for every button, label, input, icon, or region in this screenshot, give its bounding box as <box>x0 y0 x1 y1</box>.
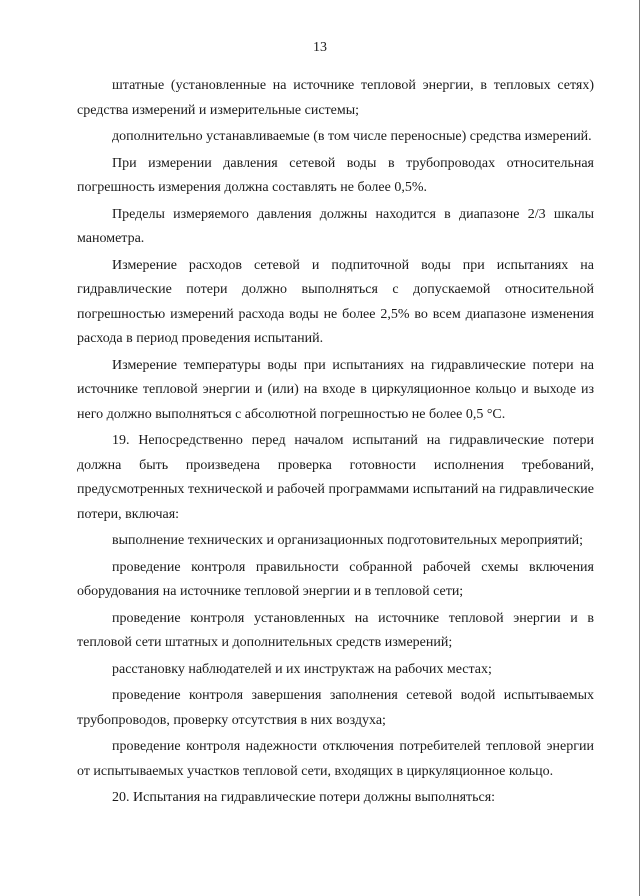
paragraph: проведение контроля установленных на источнике тепловой энергии и в тепловой сети штатных и дополнительных средств измерений; <box>77 610 594 650</box>
paragraph: выполнение технических и организационных подготовительных мероприятий; <box>112 533 584 548</box>
paragraph: 20. Испытания на гидравлические потери должны выполняться: <box>112 790 496 805</box>
paragraph: дополнительно устанавливаемые (в том числе переносные) средства измерений. <box>112 129 592 144</box>
paragraph: проведение контроля завершения заполнения сетевой водой испытываемых трубопроводов, проверку отсутствия в них воздуха; <box>77 688 594 728</box>
paragraph: расстановку наблюдателей и их инструктаж на рабочих местах; <box>112 661 492 677</box>
paragraph: штатные (установленные на источнике тепловой энергии, в тепловых сетях) средства измерений и измерительные системы; <box>77 78 594 118</box>
paragraph: Измерение расходов сетевой и подпиточной воды при испытаниях на гидравлические потери должно выполняться с допускаемой относительной погрешностью измерений расхода воды не более 2,5% во всем диапазоне изменения расхода в период проведения испытаний. <box>77 257 594 346</box>
paragraph: Пределы измеряемого давления должны находится в диапазоне 2/3 шкалы манометра. <box>77 206 594 246</box>
document-body <box>77 74 594 811</box>
page-number: 13 <box>313 40 327 55</box>
paragraph: проведение контроля надежности отключения потребителей тепловой энергии от испытываемых участков тепловой сети, входящих в циркуляционное кольцо. <box>77 739 594 779</box>
paragraph: При измерении давления сетевой воды в трубопроводах относительная погрешность измерения должна составлять не более 0,5%. <box>77 155 594 195</box>
paragraph: 19. Непосредственно перед началом испытаний на гидравлические потери должна быть произведена проверка готовности исполнения требований, предусмотренных технической и рабочей программами испытаний на гидравлические потери, включая: <box>77 433 594 522</box>
paragraph: проведение контроля правильности собранной рабочей схемы включения оборудования на источнике тепловой энергии и в тепловой сети; <box>77 559 594 599</box>
paragraph: Измерение температуры воды при испытаниях на гидравлические потери на источнике тепловой энергии и (или) на входе в циркуляционное кольцо и выходе из него должно выполняться с абсолютной погрешностью не более 0,5 °C. <box>77 357 594 422</box>
